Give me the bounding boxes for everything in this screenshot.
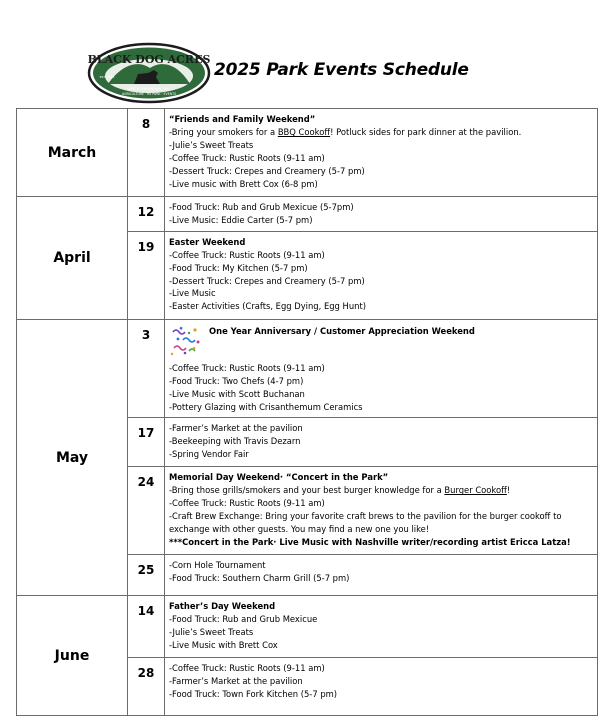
event-line: -Easter Activities (Crafts, Egg Dying, Egg Hunt) [169,301,367,312]
page-title: 2025 Park Events Schedule [214,60,469,80]
schedule-row [17,319,598,418]
day-number: 14 [137,604,155,619]
day-cell [128,319,165,418]
schedule-row [17,596,598,658]
event-highlight: Burger Cookoff [444,485,507,496]
event-line: -Craft Brew Exchange: Bring your favorite craft brews to the pavilion for the burger cookoff to [169,511,562,522]
month-cell [17,596,128,716]
events-cell [165,596,598,658]
event-line: ***Concert in the Park· Live Music with Nashville writer/recording artist Ericca Latza! [169,536,571,547]
event-line: -Dessert Truck: Crepes and Creamery (5-7 pm) [169,165,365,176]
event-line: -Beekeeping with Travis Dezarn [169,436,301,447]
event-title: Memorial Day Weekend· “Concert in the Park” [169,472,389,483]
event-line: -Coffee Truck: Rustic Roots (9-11 am) [169,498,325,509]
day-number: 25 [137,563,155,578]
event-line: -Spring Vendor Fair [169,449,249,460]
logo-est: EST. 2024 [99,75,115,79]
month-cell [17,109,128,197]
day-cell [128,555,165,596]
schedule-row [17,109,598,197]
events-cell [165,658,598,716]
day-number: 17 [137,426,155,441]
event-title: Easter Weekend [169,236,246,247]
event-text: ! [506,485,511,496]
events-cell [165,231,598,319]
confetti-icon [169,324,203,358]
month-label: June [54,647,90,664]
event-title: “Friends and Family Weekend” [169,114,316,124]
event-line: -Live Music with Scott Buchanan [169,388,305,399]
event-line: -Food Truck: My Kitchen (5-7 pm) [169,262,308,273]
announcement-title: One Year Anniversary / Customer Appreciation Weekend [209,325,475,336]
day-cell [128,109,165,197]
event-line: -Food Truck: Rub and Grub Mexicue (5-7pm) [169,202,354,212]
month-label: April [53,249,91,266]
event-line [169,126,593,139]
event-line: -Food Truck: Southern Charm Grill (5-7 pm) [169,573,350,584]
event-line: -Farmer’s Market at the pavilion [169,423,303,434]
day-number: 24 [137,475,155,490]
event-line: -Julie’s Sweet Treats [169,627,254,638]
events-cell [165,197,598,232]
event-line: -Pottery Glazing with Crisanthemum Ceramics [169,401,363,412]
logo-name: BLACK DOG ACRES [87,53,211,66]
events-schedule-table [16,108,598,716]
event-line: -Coffee Truck: Rustic Roots (9-11 am) [169,249,325,260]
schedule-row [17,197,598,232]
event-line: -Coffee Truck: Rustic Roots (9-11 am) [169,362,325,373]
event-line: -Farmer’s Market at the pavilion [169,676,303,687]
event-line [169,484,593,497]
day-number: 19 [137,239,155,254]
event-text: -Bring those grills/smokers and your best burger knowledge for a [169,485,445,496]
announcement [169,324,593,362]
month-label: March [47,144,97,161]
day-cell [128,596,165,658]
event-line: -Coffee Truck: Rustic Roots (9-11 am) [169,663,325,674]
events-cell [165,418,598,467]
logo-sub1: RUSTIC MOUNTAIN, INC. [127,87,171,91]
events-cell [165,555,598,596]
month-cell [17,319,128,596]
month-label: May [55,449,89,466]
day-number: 8 [141,117,151,131]
event-line: -Live Music with Brett Cox [169,640,278,651]
events-cell [165,467,598,555]
event-line: -Food Truck: Town Fork Kitchen (5-7 pm) [169,689,338,700]
event-line: -Live Music: Eddie Carter (5-7 pm) [169,214,313,225]
event-line: -Corn Hole Tournament [169,560,266,571]
day-number: 3 [141,327,151,342]
event-line: -Dessert Truck: Crepes and Creamery (5-7 pm) [169,275,365,286]
day-cell [128,658,165,716]
day-cell [128,467,165,555]
event-text: -Bring your smokers for a [169,126,278,137]
page-header [0,0,607,108]
event-line: -Live music with Brett Cox (6-8 pm) [169,178,318,189]
events-cell [165,319,598,418]
event-line: -Julie’s Sweet Treats [169,139,254,150]
event-highlight: BBQ Cookoff [277,126,331,137]
logo-sub2: AGRICULTURE · RV PARK · EVENTS [121,92,177,96]
event-line: -Food Truck: Rub and Grub Mexicue [169,614,318,625]
day-number: 12 [137,205,155,219]
black-dog-acres-logo [86,40,212,104]
day-cell [128,197,165,232]
day-cell [128,231,165,319]
event-line: -Food Truck: Two Chefs (4-7 pm) [169,375,304,386]
event-line: exchange with other guests. You may find a new one you like! [169,524,430,535]
events-cell [165,109,598,197]
event-line: -Live Music [169,288,216,299]
month-cell [17,197,128,320]
event-line: -Coffee Truck: Rustic Roots (9-11 am) [169,152,325,163]
event-title: Father’s Day Weekend [169,601,276,612]
day-cell [128,418,165,467]
event-text: ! Potluck sides for park dinner at the pavilion. [330,126,522,137]
day-number: 28 [137,666,155,681]
